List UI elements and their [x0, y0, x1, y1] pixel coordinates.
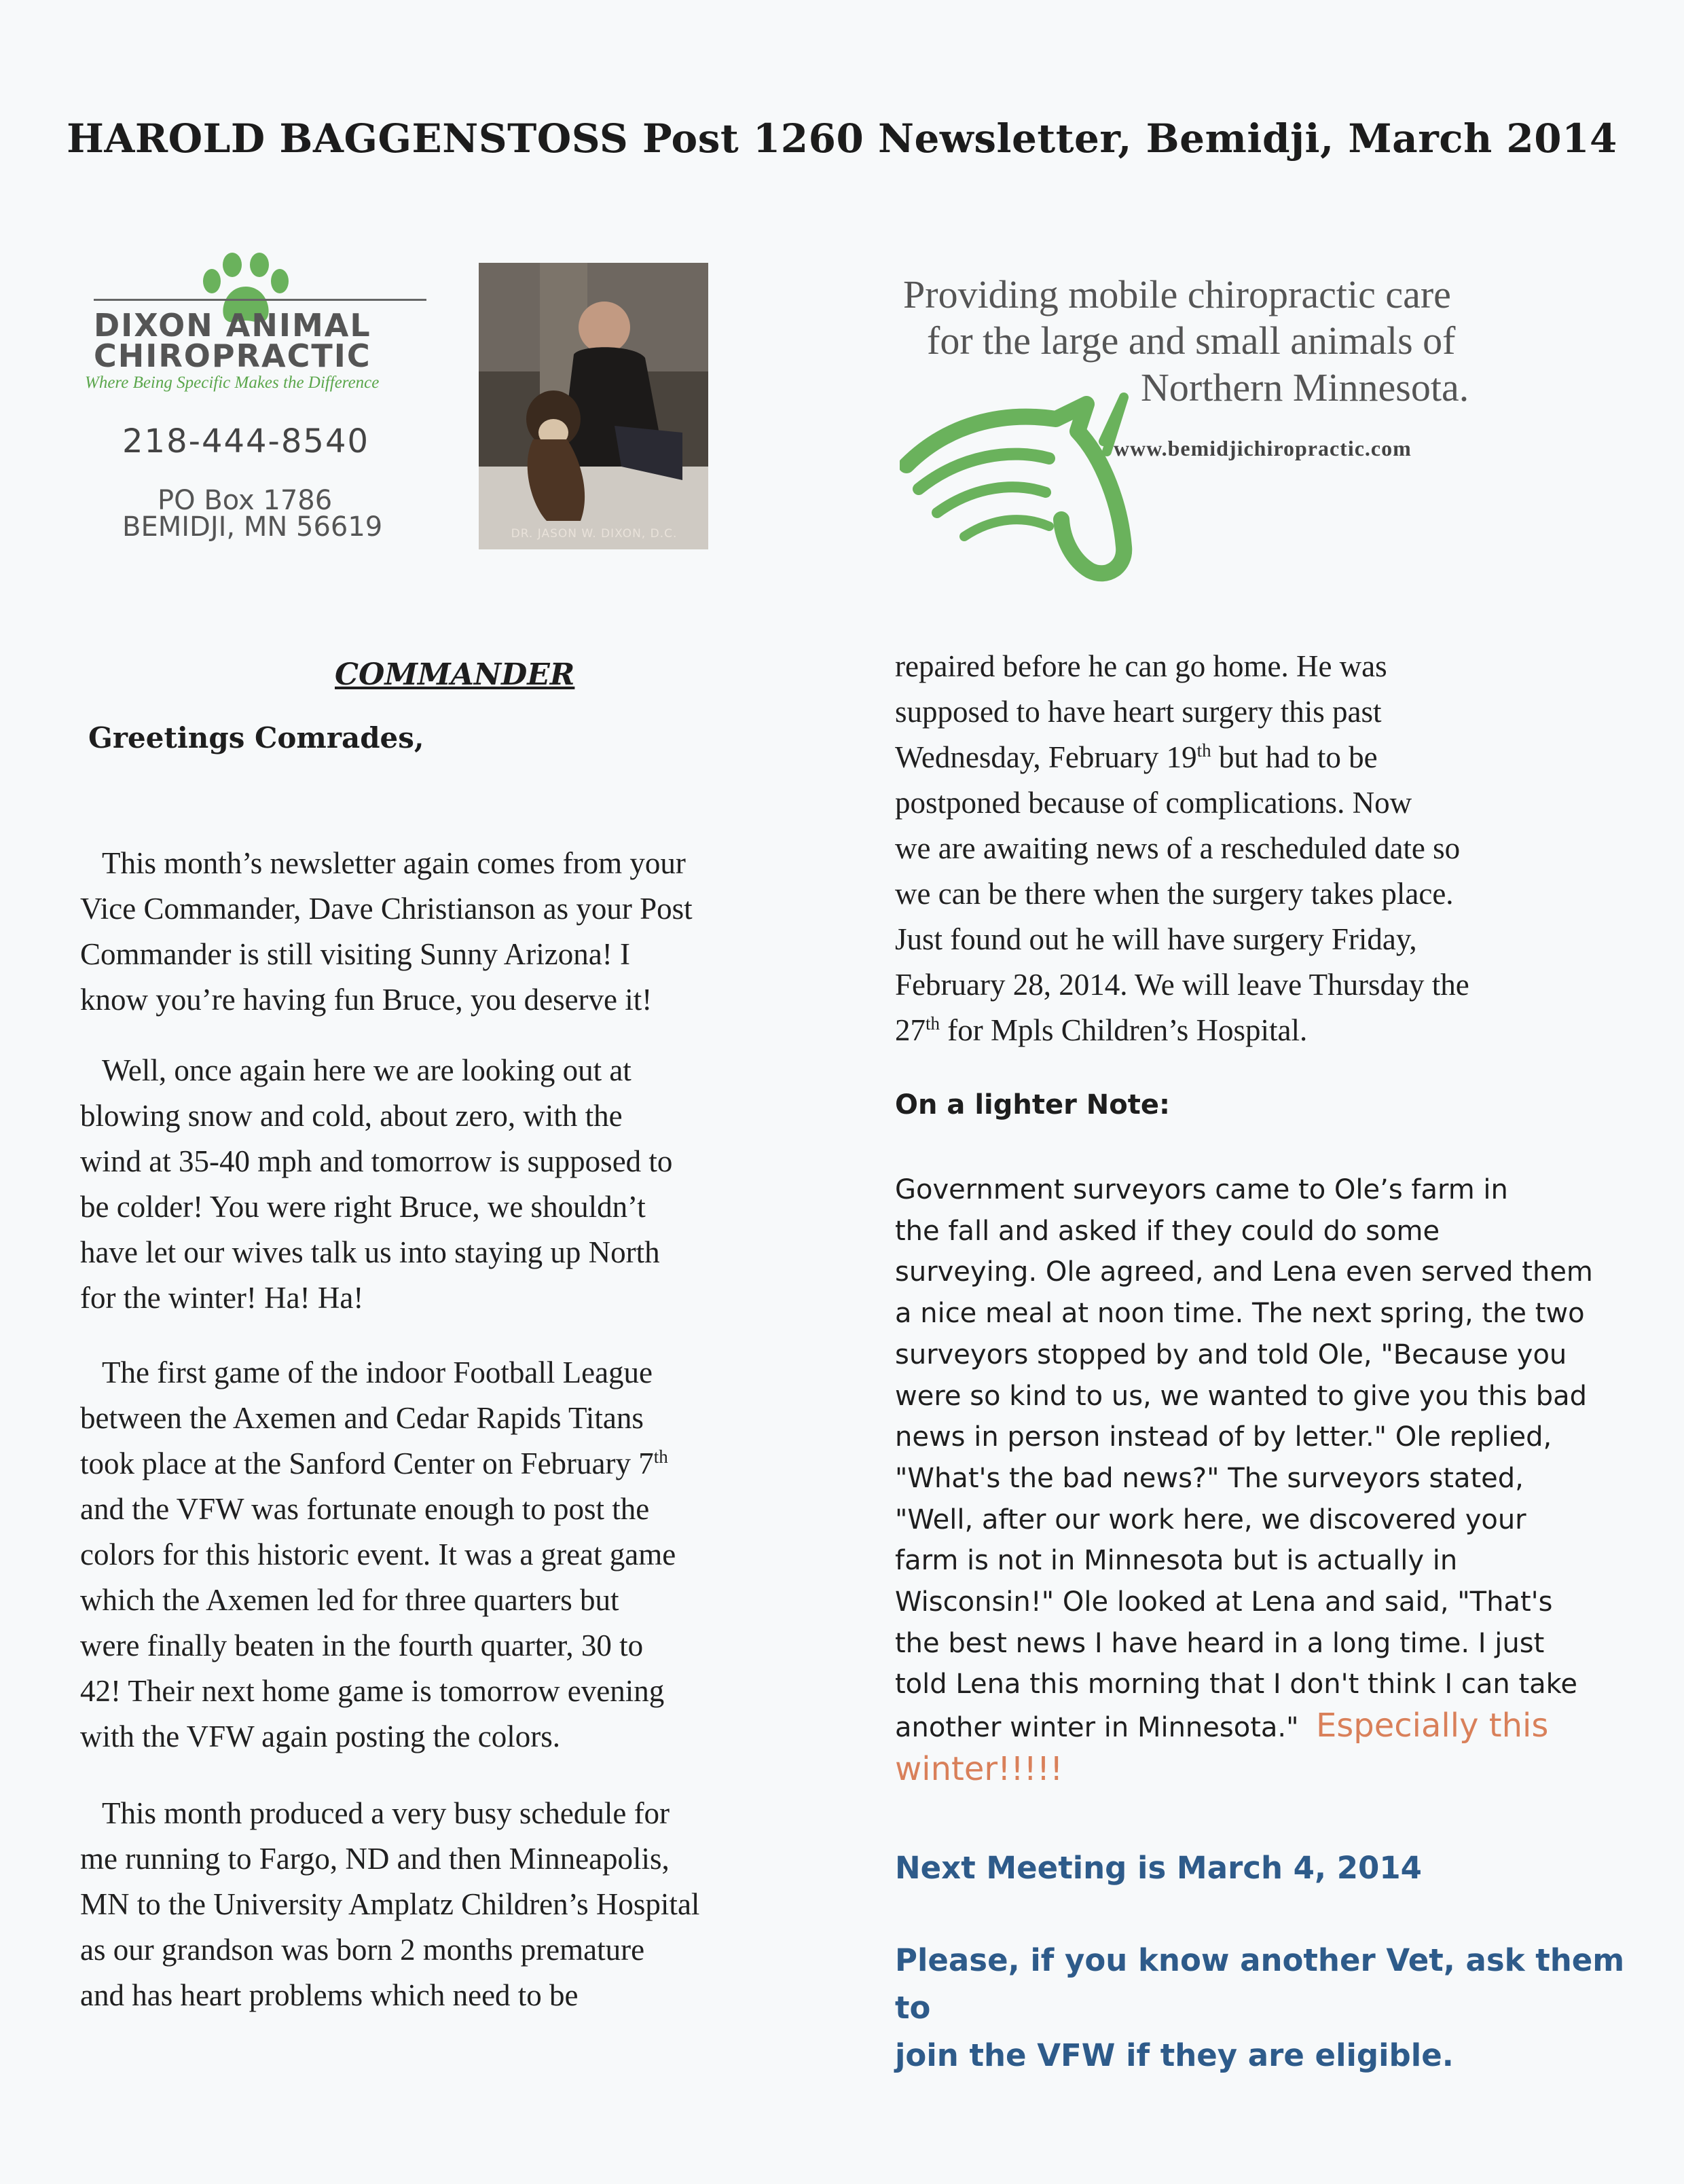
ad-address-line2: BEMIDJI, MN 56619: [122, 511, 383, 543]
brand-name-line1: DIXON ANIMAL: [94, 307, 371, 344]
text-span: took place at the Sanford Center on February 7: [80, 1446, 654, 1480]
text-line: blowing snow and cold, about zero, with the: [80, 1099, 623, 1133]
text-line: news in person instead of by letter." Ole replied,: [895, 1421, 1552, 1453]
text-line: [895, 1749, 1628, 1792]
text-line: farm is not in Minnesota but is actually in: [895, 1545, 1458, 1577]
text-line: join the VFW if they are eligible.: [895, 2037, 1454, 2073]
text-line: This month produced a very busy schedule for: [102, 1796, 670, 1830]
text-line: as our grandson was born 2 months premature: [80, 1933, 645, 1967]
text-line: me running to Fargo, ND and then Minneapolis,: [80, 1842, 670, 1876]
text-line: have let our wives talk us into staying up North: [80, 1235, 660, 1269]
text-line: Vice Commander, Dave Christianson as your Post: [80, 892, 693, 926]
ad-phone: 218-444-8540: [122, 422, 370, 460]
text-span: for Mpls Children’s Hospital.: [940, 1013, 1308, 1047]
text-span: but had to be: [1211, 740, 1378, 774]
text-line: February 28, 2014. We will leave Thursday the: [895, 968, 1469, 1002]
text-line: told Lena this morning that I don't think I can take: [895, 1669, 1578, 1700]
emphasis-text: winter!!!!!: [895, 1749, 1063, 1788]
text-line: and has heart problems which need to be: [80, 1978, 579, 2012]
text-line: Commander is still visiting Sunny Arizona! I: [80, 937, 630, 971]
text-line: were so kind to us, we wanted to give you this bad: [895, 1380, 1588, 1412]
brand-name-line2: CHIROPRACTIC: [94, 338, 371, 374]
text-line: know you’re having fun Bruce, you deserve it!: [80, 983, 653, 1017]
text-line: 42! Their next home game is tomorrow evening: [80, 1674, 665, 1708]
text-line: which the Axemen led for three quarters but: [80, 1583, 619, 1617]
text-line: colors for this historic event. It was a great game: [80, 1537, 676, 1571]
paragraph-2: [80, 1048, 813, 1321]
text-line: Well, once again here we are looking out at: [102, 1053, 632, 1087]
text-line: a nice meal at noon time. The next spring, the two: [895, 1298, 1585, 1330]
paragraph-4: [80, 1791, 813, 2018]
text-line: [895, 1705, 1628, 1749]
slogan-line2: for the large and small animals of: [927, 318, 1456, 363]
text-line: Government surveyors came to Ole’s farm in: [895, 1174, 1508, 1205]
text-line: repaired before he can go home. He was: [895, 649, 1387, 683]
ad-address-line1: PO Box 1786: [158, 485, 333, 516]
text-line: and the VFW was fortunate enough to post the: [80, 1492, 650, 1526]
newsletter-title: HAROLD BAGGENSTOSS Post 1260 Newsletter, Bemidji, March 2014: [67, 115, 1617, 162]
superscript: th: [653, 1446, 668, 1467]
logo-rule: [94, 299, 426, 301]
text-line: surveyors stopped by and told Ole, "Because you: [895, 1339, 1567, 1370]
text-line: be colder! You were right Bruce, we shouldn’t: [80, 1190, 646, 1224]
continued-paragraph: [895, 644, 1622, 1053]
text-line: the fall and asked if they could do some: [895, 1215, 1440, 1247]
text-line: "Well, after our work here, we discovered your: [895, 1504, 1526, 1535]
joke-paragraph: [895, 1169, 1628, 1792]
doctor-photo: [479, 263, 708, 549]
recruitment-notice: [895, 1937, 1662, 2079]
text-line: Wisconsin!" Ole looked at Lena and said, "That's: [895, 1586, 1553, 1618]
paragraph-3: [80, 1350, 813, 1760]
slogan-line3: Northern Minnesota.: [1141, 365, 1469, 410]
superscript: th: [1196, 740, 1211, 761]
text-span: 27: [895, 1013, 926, 1047]
horse-head-icon: [900, 377, 1144, 587]
text-line: The first game of the indoor Football League: [102, 1355, 653, 1389]
text-line: the best news I have heard in a long time. I just: [895, 1627, 1545, 1659]
text-line: between the Axemen and Cedar Rapids Titans: [80, 1401, 644, 1435]
text-line: [80, 1441, 813, 1487]
text-line: MN to the University Amplatz Children’s Hospital: [80, 1887, 700, 1921]
text-span: another winter in Minnesota.": [895, 1712, 1299, 1744]
text-line: [895, 735, 1622, 780]
text-span: Wednesday, February 19: [895, 740, 1197, 774]
text-line: "What's the bad news?" The surveyors stated,: [895, 1462, 1524, 1494]
text-line: surveying. Ole agreed, and Lena even served them: [895, 1256, 1593, 1288]
paragraph-1: [80, 841, 813, 1023]
text-line: [895, 1008, 1622, 1053]
text-line: we can be there when the surgery takes place.: [895, 877, 1454, 911]
next-meeting-notice: Next Meeting is March 4, 2014: [895, 1850, 1422, 1886]
text-line: with the VFW again posting the colors.: [80, 1719, 561, 1753]
slogan-line1: Providing mobile chiropractic care: [903, 272, 1451, 316]
brand-tagline: Where Being Specific Makes the Difference: [85, 374, 380, 392]
text-line: wind at 35-40 mph and tomorrow is supposed to: [80, 1144, 673, 1178]
text-line: for the winter! Ha! Ha!: [80, 1281, 364, 1315]
ad-website: www.bemidjichiropractic.com: [1114, 436, 1412, 460]
text-line: were finally beaten in the fourth quarter, 30 to: [80, 1628, 644, 1662]
section-heading-lighter-note: On a lighter Note:: [895, 1089, 1170, 1121]
greeting: Greetings Comrades,: [88, 721, 424, 754]
text-line: Please, if you know another Vet, ask them to: [895, 1942, 1625, 2026]
emphasis-text: Especially this: [1315, 1707, 1549, 1745]
text-line: Just found out he will have surgery Friday,: [895, 922, 1417, 956]
text-line: postponed because of complications. Now: [895, 786, 1412, 820]
text-line: supposed to have heart surgery this past: [895, 695, 1382, 729]
text-line: we are awaiting news of a rescheduled date so: [895, 831, 1461, 865]
text-line: This month’s newsletter again comes from your: [102, 846, 686, 880]
section-heading-commander: COMMANDER: [335, 657, 575, 692]
photo-caption: DR. JASON W. DIXON, D.C.: [511, 527, 678, 541]
superscript: th: [926, 1013, 940, 1034]
